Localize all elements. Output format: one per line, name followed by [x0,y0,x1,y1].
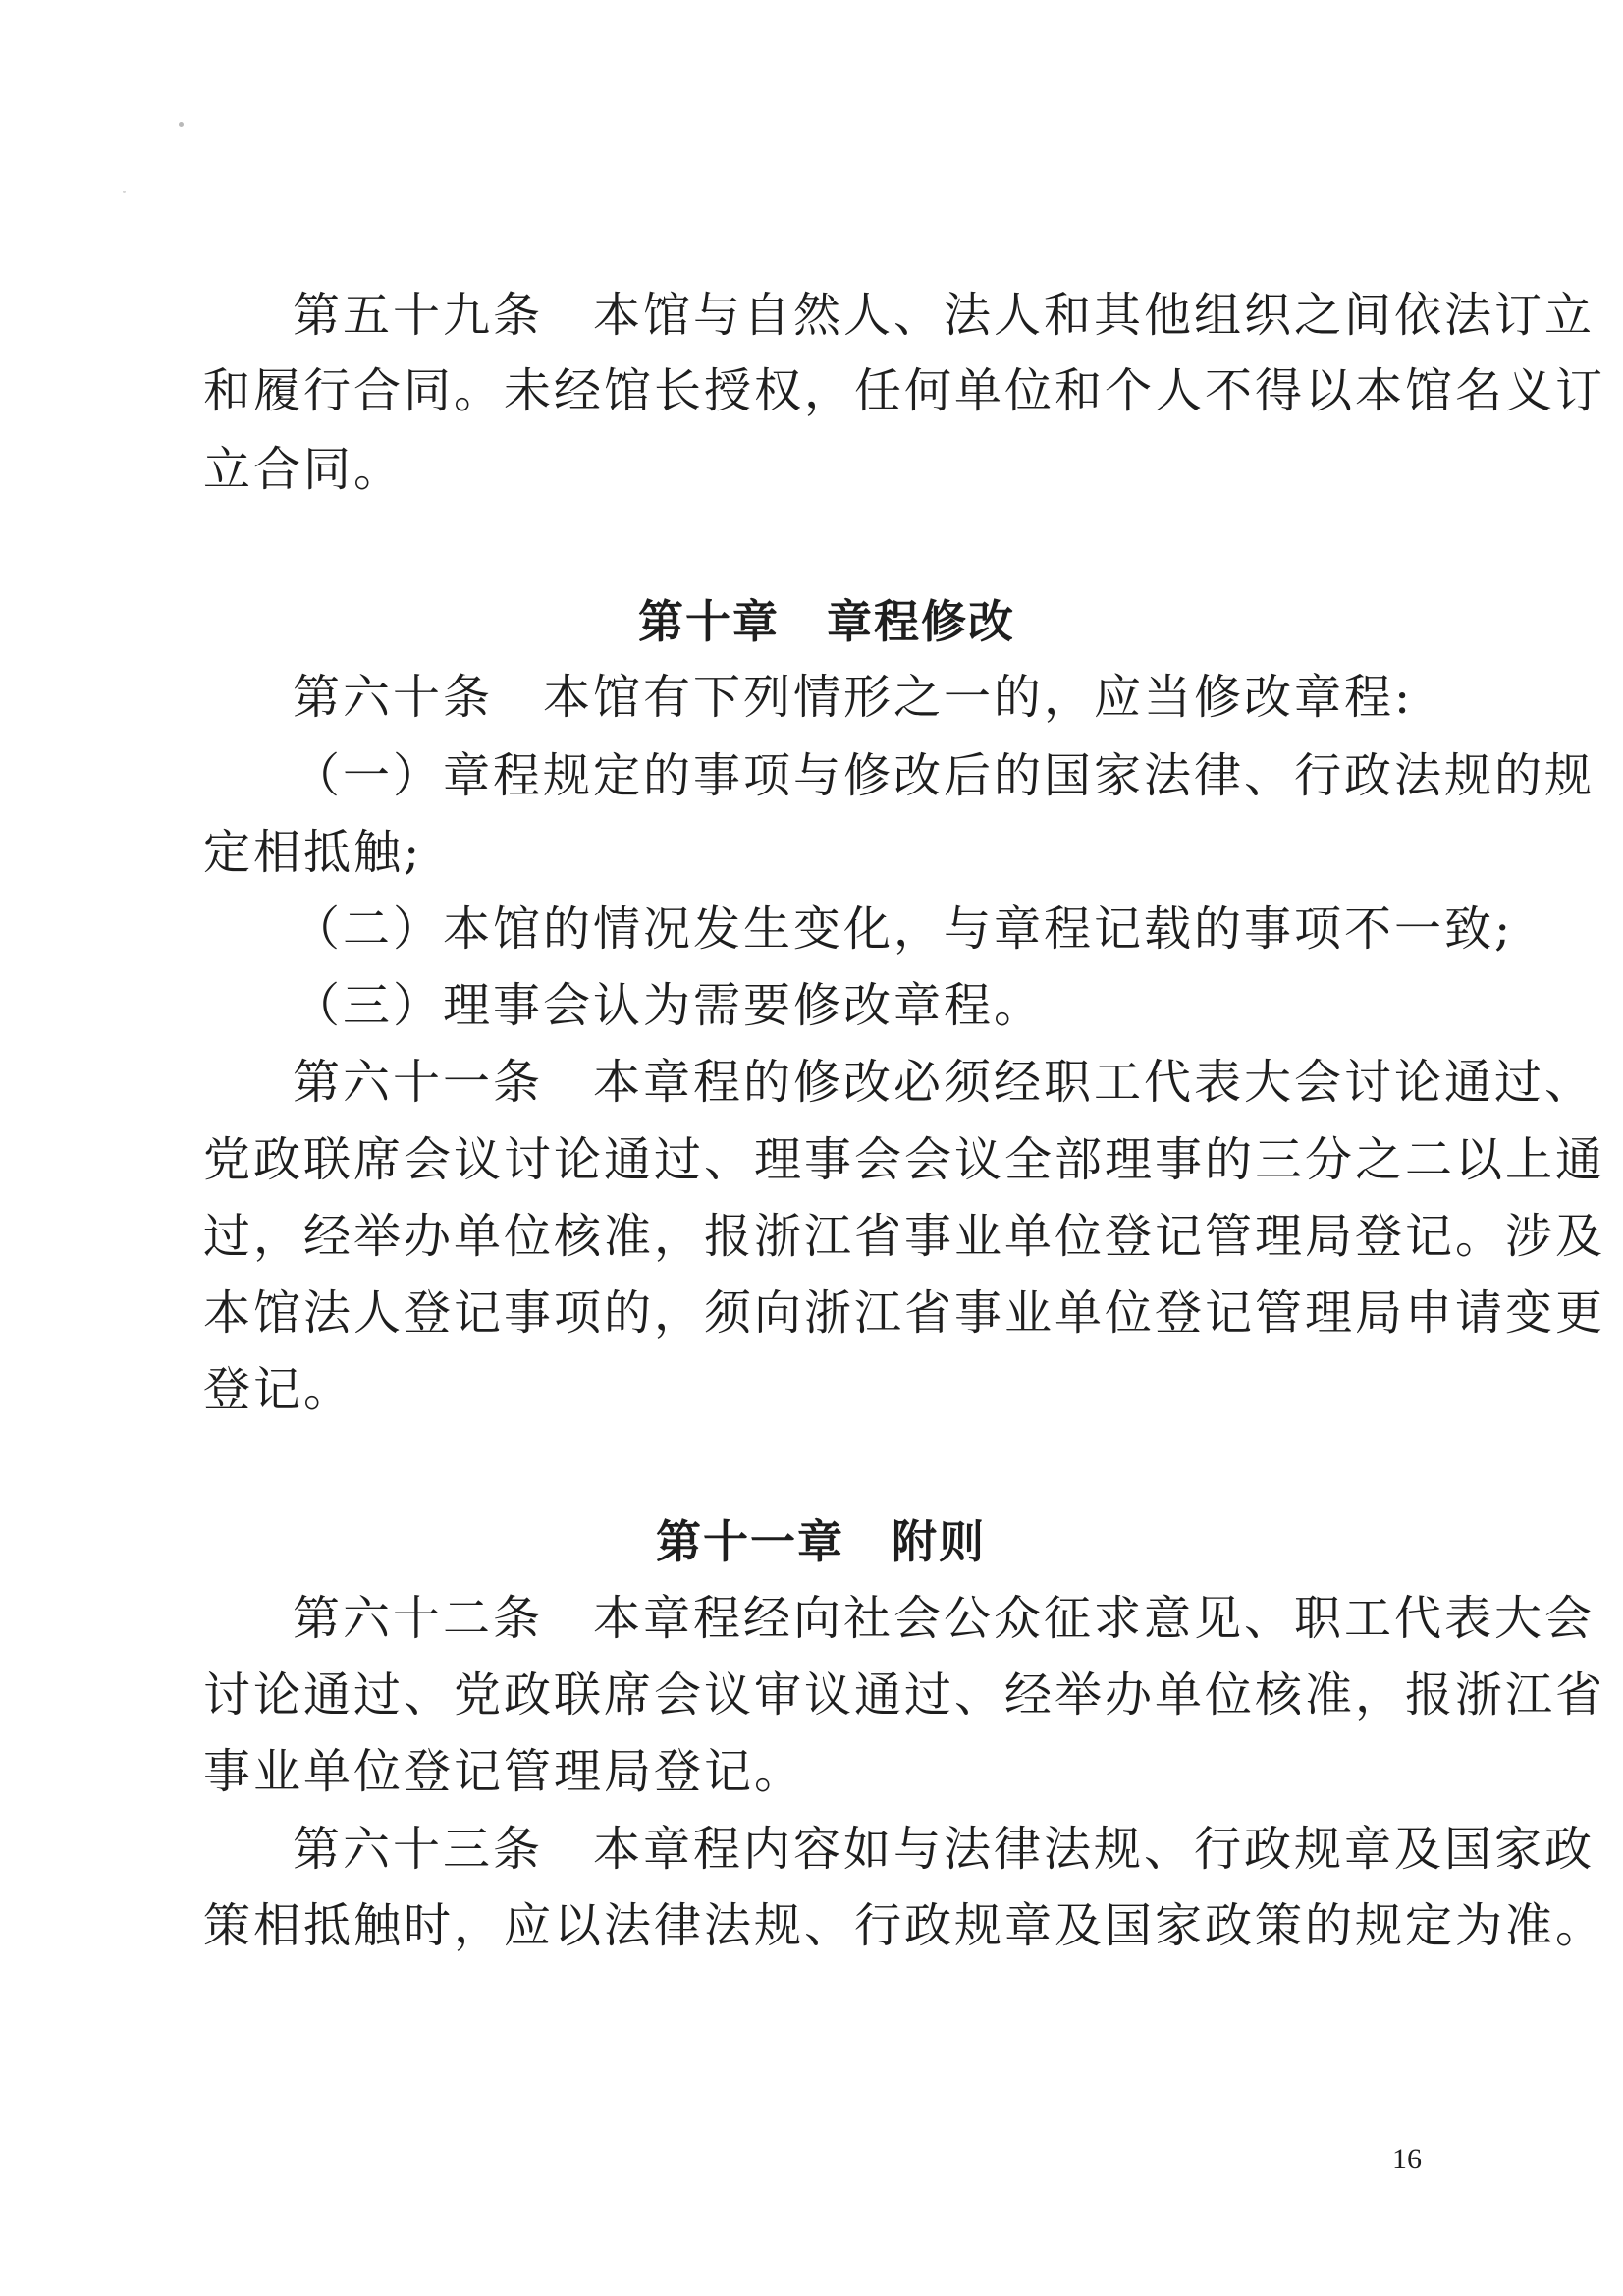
chapter-10-heading: 第十章 章程修改 [638,595,1015,648]
page-number: 16 [1392,2143,1422,2175]
article-60-line-1: 第六十条 本馆有下列情形之一的，应当修改章程: [293,670,1414,725]
article-61-line-2: 党政联席会议讨论通过、理事会会议全部理事的三分之二以上通 [203,1132,1606,1187]
chapter-11-heading: 第十一章 附则 [656,1515,986,1568]
article-62-line-1: 第六十二条 本章程经向社会公众征求意见、职工代表大会 [293,1591,1596,1646]
article-62-line-2: 讨论通过、党政联席会议审议通过、经举办单位核准，报浙江省 [203,1667,1606,1722]
scan-speck [179,122,184,127]
article-61-line-3: 过，经举办单位核准，报浙江省事业单位登记管理局登记。涉及 [203,1209,1606,1264]
article-63-line-1: 第六十三条 本章程内容如与法律法规、行政规章及国家政 [293,1822,1596,1877]
item-1-line-2: 定相抵触; [203,825,423,880]
article-61-line-4: 本馆法人登记事项的，须向浙江省事业单位登记管理局申请变更 [203,1285,1606,1340]
article-59-line-2: 和履行合同。未经馆长授权，任何单位和个人不得以本馆名义订 [203,363,1606,418]
article-61-line-5: 登记。 [203,1362,354,1417]
article-62-line-3: 事业单位登记管理局登记。 [203,1744,805,1799]
article-63-line-2: 策相抵触时，应以法律法规、行政规章及国家政策的规定为准。 [203,1898,1606,1953]
item-2-line-1: （二）本馆的情况发生变化，与章程记载的事项不一致; [293,902,1514,957]
item-1-line-1: （一）章程规定的事项与修改后的国家法律、行政法规的规 [293,748,1596,803]
article-59-line-3: 立合同。 [203,442,405,497]
scan-speck [123,191,126,193]
article-59-line-1: 第五十九条 本馆与自然人、法人和其他组织之间依法订立 [293,288,1596,343]
item-3-line-1: （三）理事会认为需要修改章程。 [293,978,1045,1033]
article-61-line-1: 第六十一条 本章程的修改必须经职工代表大会讨论通过、 [293,1055,1596,1110]
